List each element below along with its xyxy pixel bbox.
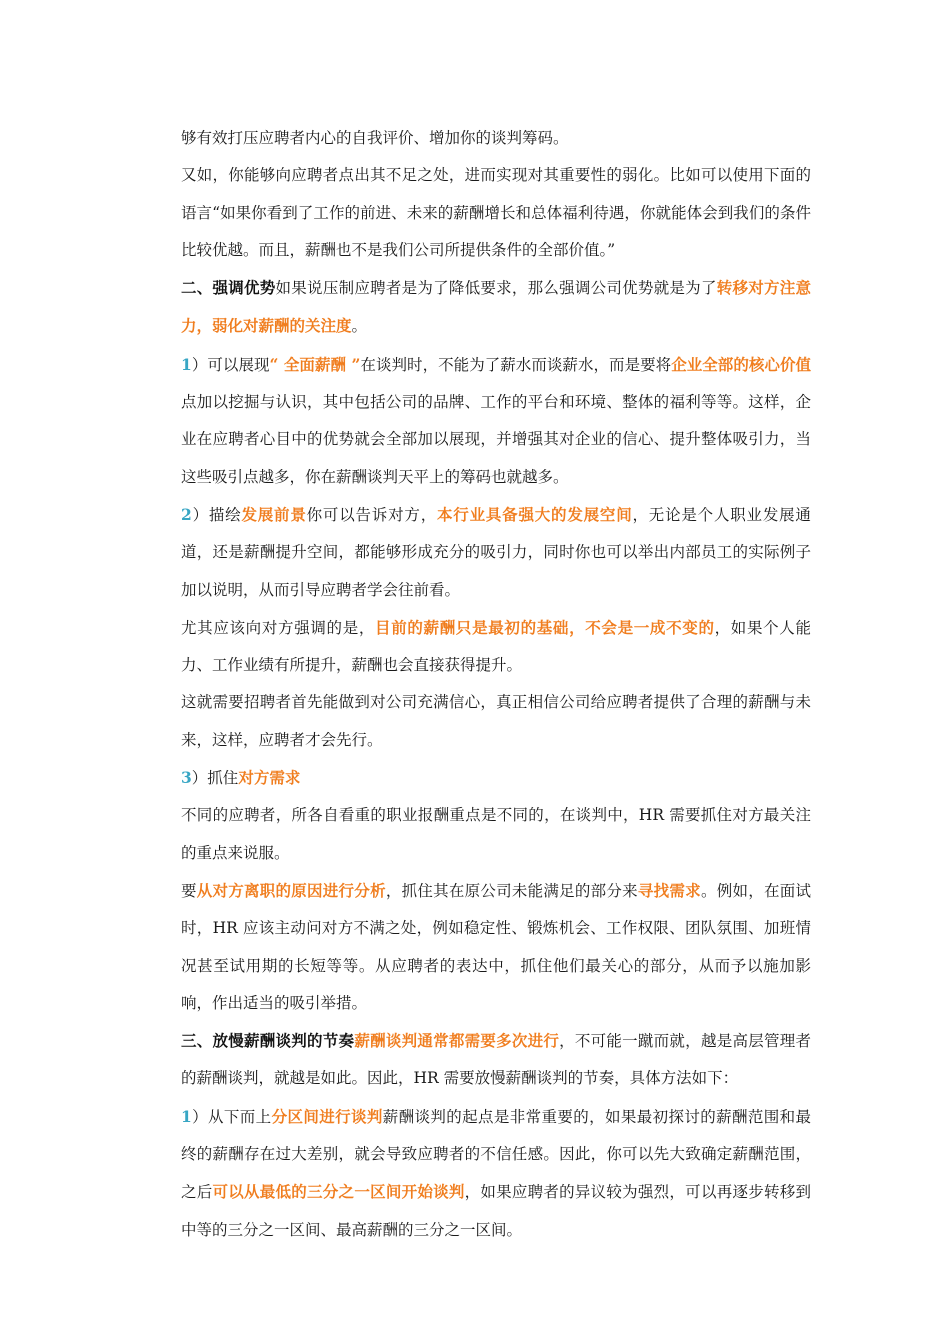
text-run: ）从下而上 [191, 1107, 272, 1126]
text-run: 。 [351, 317, 368, 336]
highlight-run: 分区间进行谈判 [271, 1106, 383, 1126]
highlight-run: 从对方离职的原因进行分析 [196, 880, 386, 900]
highlight-run: 转移对方注意力，弱化对薪酬的关注度 [181, 278, 811, 336]
highlight-run: 对方需求 [238, 768, 301, 788]
text-run: ，不可能一蹴而就，越是高层管理者的薪酬谈判，就越是如此。因此，HR 需要放慢薪酬谈判的节奏，具体方法如下： [181, 1032, 811, 1088]
text-run: ）抓住 [191, 769, 239, 788]
paragraph [181, 759, 811, 797]
text-run: 这就需要招聘者首先能做到对公司充满信心，真正相信公司给应聘者提供了合理的薪酬与未来，这样，应聘者才会先行。 [181, 693, 811, 749]
text-run: 你可以告诉对方， [306, 505, 437, 524]
text-run: 点加以挖掘与认识，其中包括公司的品牌、工作的平台和环境、整体的福利等等。这样，企业在应聘者心目中的优势就会全部加以展现，并增强其对企业的信心、提升整体吸引力，当这些吸引点越多，你在薪酬谈判天平上的筹码也就越多。 [181, 393, 811, 486]
highlight-run: “ 全面薪酬 ” [269, 354, 361, 374]
document-body [181, 120, 811, 1249]
text-run: ，无论是个人职业发展通道，还是薪酬提升空间，都能够形成充分的吸引力，同时你也可以举出内部员工的实际例子加以说明，从而引导应聘者学会往前看。 [181, 505, 811, 599]
item-number: 2 [181, 504, 192, 524]
section-heading: 三、放慢薪酬谈判的节奏 [181, 1031, 355, 1051]
highlight-run: 目前的薪酬只是最初的基础，不会是一成不变的 [375, 617, 715, 637]
paragraph [181, 157, 811, 269]
text-run: ）描绘 [191, 505, 242, 524]
text-run: 不同的应聘者，所各自看重的职业报酬重点是不同的，在谈判中，HR 需要抓住对方最关注的重点来说服。 [181, 806, 811, 862]
highlight-run: 发展前景 [241, 504, 307, 524]
text-run: ）可以展现 [191, 355, 270, 374]
paragraph [181, 496, 811, 609]
text-run: 。例如，在面试时，HR 应该主动问对方不满之处，例如稳定性、锻炼机会、工作权限、团队氛围、加班情况甚至试用期的长短等等。从应聘者的表达中，抓住他们最关心的部分，从而予以施加影响，作出适当的吸引举措。 [181, 881, 811, 1012]
paragraph [181, 1022, 811, 1098]
text-run: 要 [181, 881, 197, 900]
highlight-run: 薪酬谈判通常都需要多次进行 [354, 1031, 560, 1051]
highlight-run: 寻找需求 [637, 880, 701, 900]
item-number: 1 [181, 354, 192, 374]
paragraph [181, 684, 811, 759]
text-run: 尤其应该向对方强调的是， [181, 618, 376, 637]
highlight-run: 企业全部的核心价值 [671, 354, 811, 374]
paragraph [181, 120, 811, 157]
text-run: ，如果个人能力、工作业绩有所提升，薪酬也会直接获得提升。 [181, 618, 811, 675]
text-run: 薪酬谈判的起点是非常重要的，如果最初探讨的薪酬范围和最终的薪酬存在过大差别，就会导致应聘者的不信任感。因此，你可以先大致确定薪酬范围，之后 [181, 1107, 811, 1202]
text-run: 在谈判时，不能为了薪水而谈薪水，而是要将 [360, 355, 672, 374]
paragraph [181, 1098, 811, 1249]
highlight-run: 本行业具备强大的发展空间 [436, 504, 633, 524]
text-run: 如果说压制应聘者是为了降低要求，那么强调公司优势就是为了 [275, 279, 717, 298]
text-run: 又如，你能够向应聘者点出其不足之处，进而实现对其重要性的弱化。比如可以使用下面的语言“如果你看到了工作的前进、未来的薪酬增长和总体福利待遇，你就能体会到我们的条件比较优越。而且，薪酬也不是我们公司所提供条件的全部价值。” [181, 166, 811, 259]
paragraph [181, 797, 811, 872]
text-run: 够有效打压应聘者内心的自我评价、增加你的谈判筹码。 [181, 129, 569, 147]
paragraph [181, 872, 811, 1022]
paragraph [181, 609, 811, 685]
item-number: 3 [181, 768, 192, 788]
section-heading: 二、强调优势 [181, 278, 276, 298]
paragraph [181, 346, 811, 496]
text-run: ，抓住其在原公司未能满足的部分来 [385, 881, 638, 900]
paragraph [181, 269, 811, 346]
item-number: 1 [181, 1106, 192, 1126]
highlight-run: 可以从最低的三分之一区间开始谈判 [212, 1182, 465, 1202]
text-run: ，如果应聘者的异议较为强烈，可以再逐步转移到中等的三分之一区间、最高薪酬的三分之一区间。 [181, 1183, 811, 1239]
